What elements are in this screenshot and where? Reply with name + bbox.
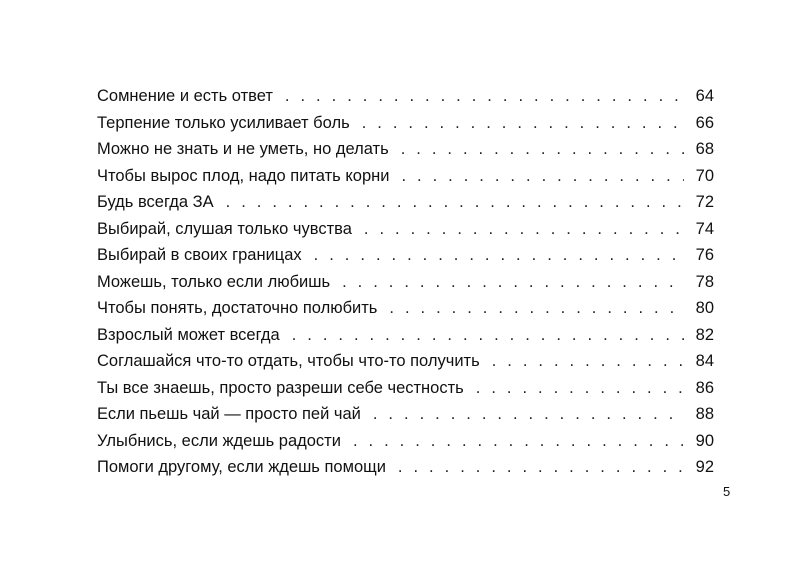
- table-of-contents: [97, 83, 714, 481]
- toc-entry-page: 90: [695, 431, 714, 450]
- dot-leader: [342, 269, 684, 296]
- toc-entry-page: 86: [695, 378, 714, 397]
- dot-leader: [401, 163, 684, 190]
- toc-entry-page: 72: [695, 193, 714, 211]
- toc-entry-title: Можешь, только если любишь: [97, 272, 331, 291]
- dot-leader: [476, 375, 684, 402]
- toc-entry-title: Сомнение и есть ответ: [97, 87, 273, 105]
- toc-entry-title: Ты все знаешь, просто разреши себе честность: [97, 378, 464, 397]
- toc-entry-page: 92: [695, 458, 714, 476]
- toc-entry-title: Терпение только усиливает боль: [97, 113, 350, 132]
- toc-entry-page: 66: [695, 113, 714, 132]
- toc-entry-page: 78: [695, 272, 714, 291]
- toc-entry-title: Выбирай в своих границах: [97, 246, 302, 264]
- dot-leader: [362, 110, 684, 137]
- dot-leader: [353, 428, 684, 455]
- toc-entry: [97, 295, 714, 322]
- toc-entry: [97, 136, 714, 163]
- dot-leader: [389, 295, 684, 322]
- page-number: 5: [723, 484, 731, 499]
- toc-entry-page: 68: [695, 140, 714, 158]
- toc-entry-title: Помоги другому, если ждешь помощи: [97, 458, 386, 476]
- dot-leader: [492, 348, 684, 375]
- toc-entry: [97, 83, 714, 110]
- toc-entry: [97, 163, 714, 190]
- toc-entry-title: Улыбнись, если ждешь радости: [97, 431, 341, 450]
- toc-entry-title: Соглашайся что-то отдать, чтобы что-то получить: [97, 352, 480, 370]
- dot-leader: [373, 401, 684, 428]
- toc-entry: [97, 269, 714, 296]
- toc-entry: [97, 242, 714, 269]
- toc-entry-page: 88: [695, 405, 714, 423]
- toc-entry: [97, 216, 714, 243]
- toc-entry-title: Будь всегда ЗА: [97, 193, 214, 211]
- dot-leader: [226, 189, 684, 216]
- toc-entry-page: 70: [695, 166, 714, 185]
- toc-entry-title: Взрослый может всегда: [97, 325, 280, 344]
- toc-entry: [97, 322, 714, 349]
- toc-entry: [97, 454, 714, 481]
- toc-entry-page: 82: [695, 325, 714, 344]
- toc-entry-title: Чтобы вырос плод, надо питать корни: [97, 166, 390, 185]
- dot-leader: [292, 322, 684, 349]
- toc-entry-title: Выбирай, слушая только чувства: [97, 219, 352, 238]
- toc-entry-page: 84: [695, 352, 714, 370]
- toc-entry: [97, 375, 714, 402]
- toc-entry-title: Чтобы понять, достаточно полюбить: [97, 299, 378, 317]
- dot-leader: [398, 454, 684, 481]
- dot-leader: [314, 242, 684, 269]
- toc-entry: [97, 428, 714, 455]
- toc-entry-page: 64: [695, 87, 714, 105]
- toc-entry-page: 76: [695, 246, 714, 264]
- toc-entry-page: 74: [695, 219, 714, 238]
- toc-entry-title: Можно не знать и не уметь, но делать: [97, 140, 389, 158]
- toc-entry: [97, 110, 714, 137]
- toc-entry-title: Если пьешь чай — просто пей чай: [97, 405, 361, 423]
- toc-entry: [97, 348, 714, 375]
- toc-entry: [97, 189, 714, 216]
- dot-leader: [364, 216, 684, 243]
- dot-leader: [285, 83, 684, 110]
- toc-entry-page: 80: [695, 299, 714, 317]
- toc-entry: [97, 401, 714, 428]
- dot-leader: [401, 136, 684, 163]
